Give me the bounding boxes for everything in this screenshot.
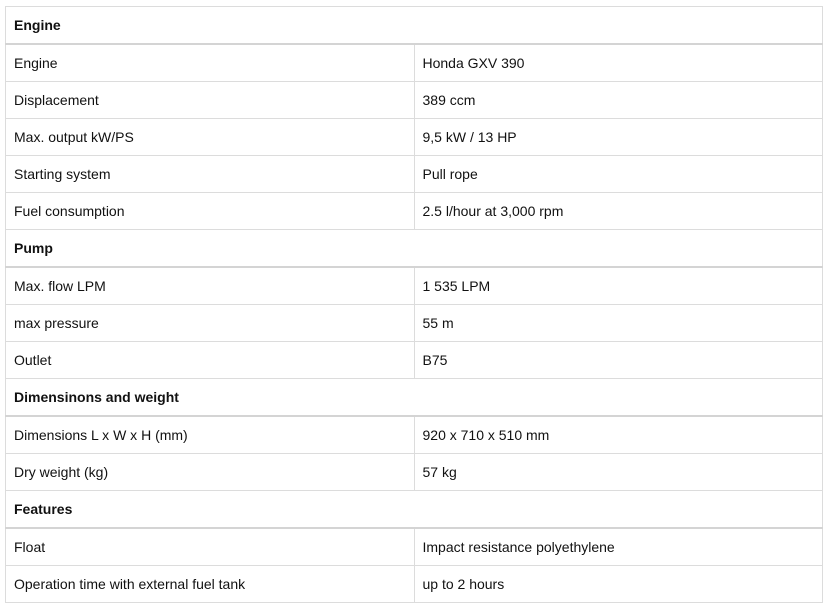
spec-value: 9,5 kW / 13 HP (414, 119, 823, 156)
spec-value: Honda GXV 390 (414, 44, 823, 82)
spec-value: up to 2 hours (414, 566, 823, 603)
section-header-pump (6, 230, 823, 268)
spec-label: Fuel consumption (6, 193, 415, 230)
table-row (6, 267, 823, 305)
spec-value: Pull rope (414, 156, 823, 193)
table-row (6, 528, 823, 566)
spec-label: Displacement (6, 82, 415, 119)
table-row (6, 416, 823, 454)
spec-label: Operation time with external fuel tank (6, 566, 415, 603)
spec-value: Impact resistance polyethylene (414, 528, 823, 566)
spec-value: 389 ccm (414, 82, 823, 119)
table-row (6, 454, 823, 491)
table-row (6, 193, 823, 230)
section-header-engine (6, 7, 823, 45)
spec-label: Max. output kW/PS (6, 119, 415, 156)
spec-value: 55 m (414, 305, 823, 342)
spec-label: Max. flow LPM (6, 267, 415, 305)
spec-label: Engine (6, 44, 415, 82)
table-row (6, 119, 823, 156)
table-row (6, 44, 823, 82)
section-header-dimensions (6, 379, 823, 417)
spec-label: Outlet (6, 342, 415, 379)
spec-value: 920 x 710 x 510 mm (414, 416, 823, 454)
table-row (6, 342, 823, 379)
table-row (6, 305, 823, 342)
section-heading: Engine (6, 7, 823, 45)
section-heading: Features (6, 491, 823, 529)
spec-value: B75 (414, 342, 823, 379)
spec-label: Starting system (6, 156, 415, 193)
table-row (6, 156, 823, 193)
section-heading: Dimensinons and weight (6, 379, 823, 417)
spec-value: 57 kg (414, 454, 823, 491)
spec-label: Float (6, 528, 415, 566)
spec-label: max pressure (6, 305, 415, 342)
spec-value: 2.5 l/hour at 3,000 rpm (414, 193, 823, 230)
spec-value: 1 535 LPM (414, 267, 823, 305)
spec-table (5, 6, 823, 603)
section-heading: Pump (6, 230, 823, 268)
spec-label: Dimensions L x W x H (mm) (6, 416, 415, 454)
spec-label: Dry weight (kg) (6, 454, 415, 491)
section-header-features (6, 491, 823, 529)
table-row (6, 566, 823, 603)
table-row (6, 82, 823, 119)
